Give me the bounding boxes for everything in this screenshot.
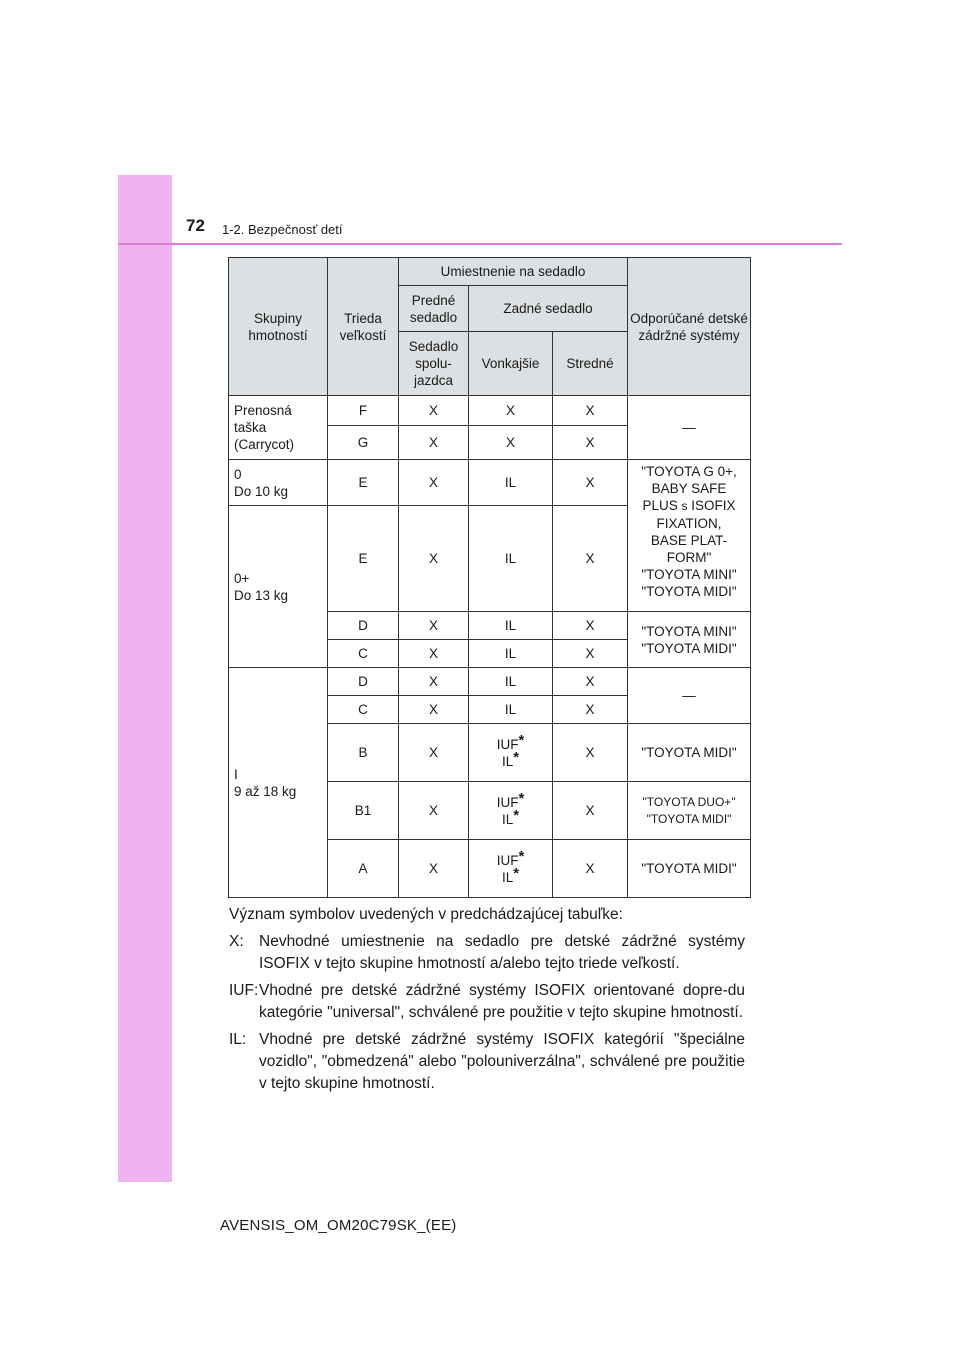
header-rear-seat: Zadné sedadlo xyxy=(469,286,628,332)
symbol-legend xyxy=(229,904,745,1100)
legend-item xyxy=(229,931,745,975)
legend-key: IL: xyxy=(229,1031,247,1048)
legend-item xyxy=(229,980,745,1024)
cell-passenger: X xyxy=(399,426,469,460)
cell-outer: IL xyxy=(469,696,553,724)
header-divider xyxy=(118,243,842,245)
cell-passenger: X xyxy=(399,640,469,668)
header-recommended: Odporúčané detské zádržné systémy xyxy=(628,258,751,396)
legend-text: Vhodné pre detské zádržné systémy ISOFIX orientované dopre-du kategórie "universal", schválené pre použitie v tejto skupine hmotností. xyxy=(259,982,745,1021)
header-outer: Vonkajšie xyxy=(469,332,553,396)
document-code: AVENSIS_OM_OM20C79SK_(EE) xyxy=(220,1217,457,1234)
cell-outer: IUF* IL* xyxy=(469,724,553,782)
cell-center: X xyxy=(553,460,628,506)
cell-center: X xyxy=(553,506,628,612)
cell-size: D xyxy=(328,668,399,696)
cell-recommended: "TOYOTA DUO+" "TOYOTA MIDI" xyxy=(628,782,751,840)
header-weight-group: Skupiny hmotností xyxy=(229,258,328,396)
cell-passenger: X xyxy=(399,506,469,612)
cell-passenger: X xyxy=(399,696,469,724)
section-title: 1-2. Bezpečnosť detí xyxy=(222,222,343,237)
cell-passenger: X xyxy=(399,460,469,506)
cell-outer: IUF* IL* xyxy=(469,840,553,898)
legend-key: X: xyxy=(229,933,244,950)
cell-size: B1 xyxy=(328,782,399,840)
cell-size: E xyxy=(328,460,399,506)
cell-passenger: X xyxy=(399,396,469,426)
legend-intro: Význam symbolov uvedených v predchádzajúcej tabuľke: xyxy=(229,906,623,923)
page-number: 72 xyxy=(186,216,205,235)
group-carrycot: Prenosná taška (Carrycot) xyxy=(229,396,328,460)
legend-key: IUF: xyxy=(229,982,259,999)
legend-item xyxy=(229,1029,745,1095)
legend-text: Nevhodné umiestnenie na sedadlo pre detské zádržné systémy ISOFIX v tejto skupine hmotností a/alebo tejto triede veľkostí. xyxy=(259,933,745,972)
cell-center: X xyxy=(553,668,628,696)
table-row xyxy=(229,396,751,426)
cell-outer: IL xyxy=(469,506,553,612)
cell-outer: IL xyxy=(469,612,553,640)
table-row xyxy=(229,460,751,506)
cell-center: X xyxy=(553,724,628,782)
cell-size: D xyxy=(328,612,399,640)
group-0: 0 Do 10 kg xyxy=(229,460,328,506)
cell-outer: X xyxy=(469,396,553,426)
cell-center: X xyxy=(553,640,628,668)
header-front-seat: Predné sedadlo xyxy=(399,286,469,332)
cell-size: A xyxy=(328,840,399,898)
cell-passenger: X xyxy=(399,782,469,840)
cell-size: B xyxy=(328,724,399,782)
group-0plus: 0+ Do 13 kg xyxy=(229,506,328,668)
cell-center: X xyxy=(553,396,628,426)
cell-outer: IUF* IL* xyxy=(469,782,553,840)
cell-outer: X xyxy=(469,426,553,460)
cell-size: C xyxy=(328,696,399,724)
side-tab-strip xyxy=(118,175,172,1182)
cell-size: F xyxy=(328,396,399,426)
cell-outer: IL xyxy=(469,640,553,668)
group-1: I 9 až 18 kg xyxy=(229,668,328,898)
header-seat-placement: Umiestnenie na sedadlo xyxy=(399,258,628,286)
cell-outer: IL xyxy=(469,668,553,696)
header-size-class: Trieda veľkostí xyxy=(328,258,399,396)
cell-center: X xyxy=(553,696,628,724)
isofix-seat-table xyxy=(228,257,751,898)
header-center: Stredné xyxy=(553,332,628,396)
cell-recommended: "TOYOTA MIDI" xyxy=(628,724,751,782)
cell-passenger: X xyxy=(399,612,469,640)
cell-recommended: "TOYOTA G 0+, BABY SAFE PLUS s ISOFIX FIXATION, BASE PLAT- FORM" "TOYOTA MINI" "TOYOTA MIDI" xyxy=(628,460,751,612)
cell-passenger: X xyxy=(399,668,469,696)
header-passenger-seat: Sedadlo spolu- jazdca xyxy=(399,332,469,396)
cell-center: X xyxy=(553,612,628,640)
cell-recommended: — xyxy=(628,396,751,460)
cell-recommended: "TOYOTA MIDI" xyxy=(628,840,751,898)
cell-recommended: "TOYOTA MINI" "TOYOTA MIDI" xyxy=(628,612,751,668)
table-row xyxy=(229,668,751,696)
cell-outer: IL xyxy=(469,460,553,506)
cell-center: X xyxy=(553,782,628,840)
cell-size: E xyxy=(328,506,399,612)
cell-center: X xyxy=(553,426,628,460)
cell-center: X xyxy=(553,840,628,898)
cell-size: G xyxy=(328,426,399,460)
cell-passenger: X xyxy=(399,840,469,898)
cell-recommended: — xyxy=(628,668,751,724)
legend-text: Vhodné pre detské zádržné systémy ISOFIX kategórií "špeciálne vozidlo", "obmedzená" alebo "polouniverzálna", schválené pre použitie v tejto skupine hmotností. xyxy=(259,1031,745,1092)
cell-size: C xyxy=(328,640,399,668)
cell-passenger: X xyxy=(399,724,469,782)
